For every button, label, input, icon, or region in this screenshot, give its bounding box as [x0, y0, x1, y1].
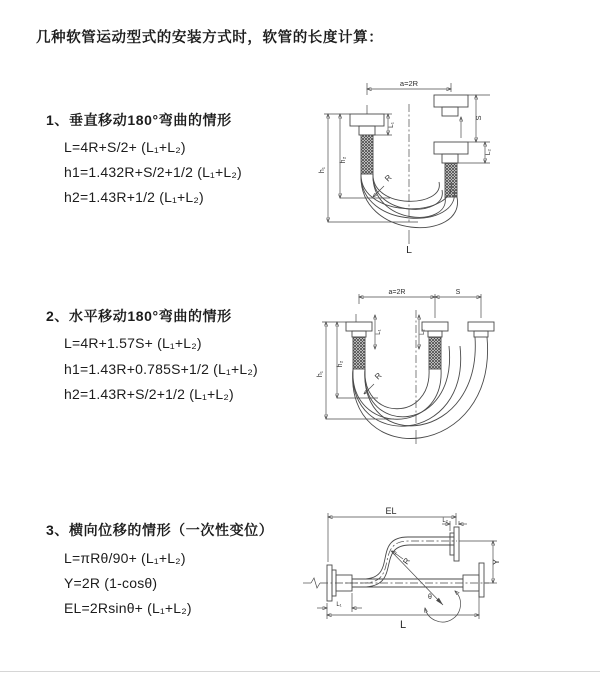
- bend-axis-line: [391, 551, 443, 605]
- dim-label-el: EL: [385, 506, 397, 516]
- section-2-formula-L: L=4R+1.57S+ (L₁+L₂): [64, 335, 202, 351]
- break-mark: [311, 578, 320, 588]
- diagram-horizontal-movement-180: [316, 286, 501, 451]
- dim-label-l1: L₁: [376, 329, 382, 335]
- section-3-heading: 3、横向位移的情形（一次性变位）: [46, 522, 274, 538]
- section-3-formula-EL: EL=2Rsinθ+ (L₁+L₂): [64, 600, 192, 616]
- dim-label-a2r: a=2R: [399, 79, 419, 88]
- right-fitting-upper: [434, 95, 468, 116]
- diagram-vertical-movement-180: [318, 70, 503, 260]
- dim-label-theta: θ: [428, 594, 432, 601]
- diagram-lateral-displacement: [303, 503, 503, 638]
- upper-flange: [450, 527, 459, 561]
- dim-label-h1: h₁: [317, 370, 324, 378]
- section-3-formula-Y: Y=2R (1-cosθ): [64, 575, 158, 591]
- dim-label-l: L: [399, 619, 407, 631]
- braided-hose-section: [445, 163, 457, 197]
- valve-icon: [361, 97, 373, 114]
- right-connector: [468, 322, 494, 337]
- section-2-heading: 2、水平移动180°弯曲的情形: [46, 308, 232, 324]
- left-fitting: [350, 114, 384, 174]
- braided-hose-section: [353, 337, 365, 369]
- hose-curves: [353, 337, 488, 438]
- dim-label-s: S: [474, 115, 483, 121]
- braided-hose-section: [429, 337, 441, 369]
- section-1-formula-L: L=4R+S/2+ (L₁+L₂): [64, 139, 186, 155]
- section-2-formula-h1: h1=1.43R+0.785S+1/2 (L₁+L₂): [64, 361, 258, 377]
- dim-label-a2r: a=2R: [388, 289, 406, 296]
- dim-label-h1: h₁: [319, 166, 326, 174]
- right-flange: [463, 563, 484, 597]
- dim-label-h2: h₂: [337, 360, 344, 368]
- left-connector: [346, 322, 372, 369]
- dim-label-r: R: [383, 172, 394, 184]
- section-1-formula-h2: h2=1.43R+1/2 (L₁+L₂): [64, 189, 204, 205]
- section-2-formula-h2: h2=1.43R+S/2+1/2 (L₁+L₂): [64, 386, 234, 402]
- dim-label-l: L: [406, 244, 412, 256]
- dim-label-r: R: [401, 556, 412, 567]
- valve-icon: [350, 306, 362, 322]
- section-1-formula-h1: h1=1.432R+S/2+1/2 (L₁+L₂): [64, 164, 242, 180]
- dim-label-s: S: [455, 289, 461, 296]
- section-1-heading: 1、垂直移动180°弯曲的情形: [46, 112, 232, 128]
- braided-hose-section: [361, 135, 373, 174]
- dim-label-r: R: [373, 370, 384, 382]
- section-3-formula-L: L=πRθ/90+ (L₁+L₂): [64, 550, 186, 566]
- dim-label-l1: L₁: [388, 122, 395, 128]
- page-bottom-rule: [0, 671, 600, 672]
- middle-connector: [422, 322, 448, 369]
- dim-label-y: Y: [491, 559, 501, 565]
- dim-label-l2: L₂: [420, 329, 426, 335]
- dim-label-l1: L₁: [336, 602, 342, 608]
- dim-label-h2: h₂: [340, 156, 347, 164]
- dim-label-l2: L₂: [485, 148, 492, 156]
- dim-label-l2: L₂: [442, 518, 448, 524]
- page-title: 几种软管运动型式的安装方式时，软管的长度计算：: [36, 30, 384, 46]
